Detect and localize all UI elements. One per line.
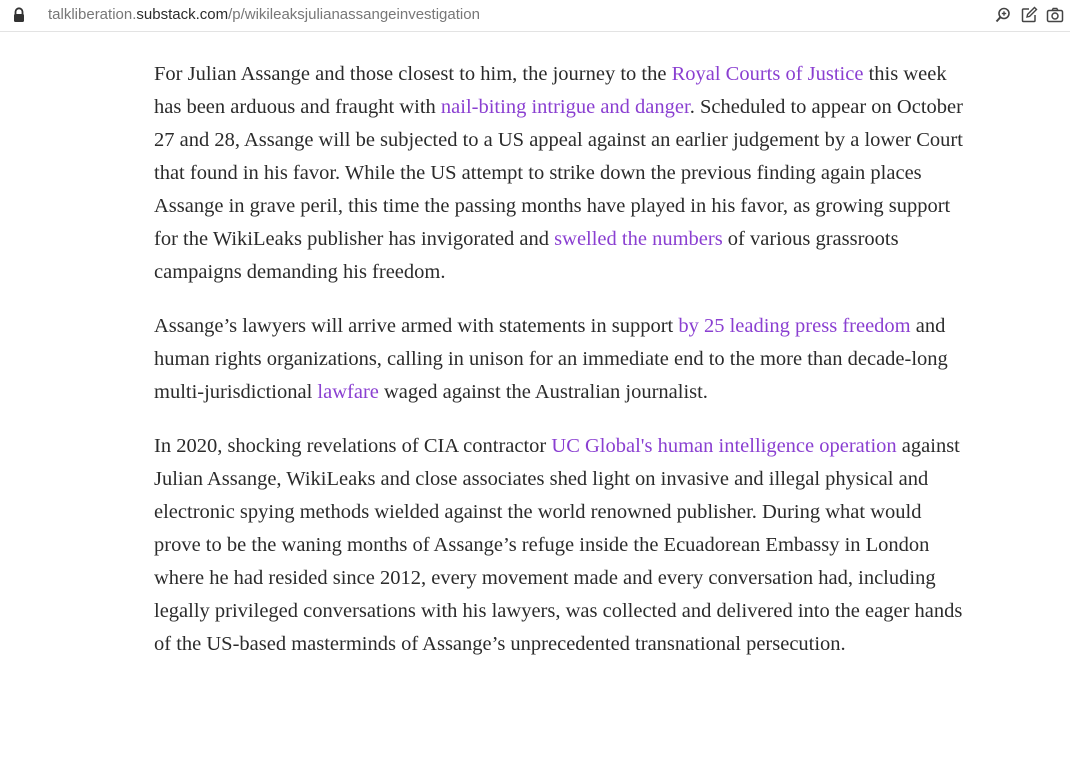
p3-text-2: against Julian Assange, WikiLeaks and close associates shed light on invasive and illegal physical and electronic spying methods wielded against the world renowned publisher. During what would prove to be the waning months of Assange’s refuge inside the Ecuadorean Embassy in London where he had resided since 2012, every movement made and every conversation had, including legally privileged conversations with his lawyers, was collected and delivered into the eager hands of the US-based masterminds of Assange’s unprecedented transnational persecution.	[154, 435, 963, 655]
address-bar[interactable]	[0, 0, 1070, 32]
url-text[interactable]	[48, 6, 480, 23]
p1-text-3: . Scheduled to appear on October 27 and 28, Assange will be subjected to a US appeal against an earlier judgement by a lower Court that found in his favor. While the US attempt to strike down the previous finding again places Assange in grave peril, this time the passing months have played in his favor, as growing support for the WikiLeaks publisher has invigorated and	[154, 96, 963, 250]
article-body	[154, 58, 964, 682]
link-press-freedom[interactable]: by 25 leading press freedom	[678, 315, 911, 337]
p1-text-1: For Julian Assange and those closest to him, the journey to the	[154, 63, 672, 85]
url-prefix: talkliberation.	[48, 6, 137, 23]
p1-text-2: this week has been arduous and fraught with	[154, 63, 947, 118]
p2-text-2: and human rights organizations, calling in unison for an immediate end to the more than decade-long multi-jurisdictional	[154, 315, 948, 403]
zoom-icon[interactable]	[994, 6, 1012, 24]
lock-icon[interactable]	[12, 7, 26, 23]
p2-text-3: waged against the Australian journalist.	[378, 381, 708, 403]
link-nail-biting-intrigue[interactable]: nail-biting intrigue and danger	[440, 96, 690, 118]
paragraph-1	[154, 58, 964, 289]
link-lawfare[interactable]: lawfare	[317, 381, 379, 403]
link-royal-courts-of-justice[interactable]: Royal Courts of Justice	[671, 63, 864, 85]
p3-text-1: In 2020, shocking revelations of CIA contractor	[154, 435, 552, 457]
url-path: /p/wikileaksjulianassangeinvestigation	[228, 6, 480, 23]
camera-icon[interactable]	[1046, 6, 1064, 24]
paragraph-2	[154, 310, 964, 409]
paragraph-3	[154, 430, 964, 661]
url-domain: substack.com	[136, 6, 229, 23]
link-uc-global-operation[interactable]: UC Global's human intelligence operation	[551, 435, 897, 457]
p1-text-4: of various grassroots campaigns demanding his freedom.	[154, 228, 899, 283]
link-swelled-the-numbers[interactable]: swelled the numbers	[554, 228, 723, 250]
browser-toolbar-icons	[994, 6, 1064, 24]
edit-icon[interactable]	[1020, 6, 1038, 24]
p2-text-1: Assange’s lawyers will arrive armed with statements in support	[154, 315, 679, 337]
